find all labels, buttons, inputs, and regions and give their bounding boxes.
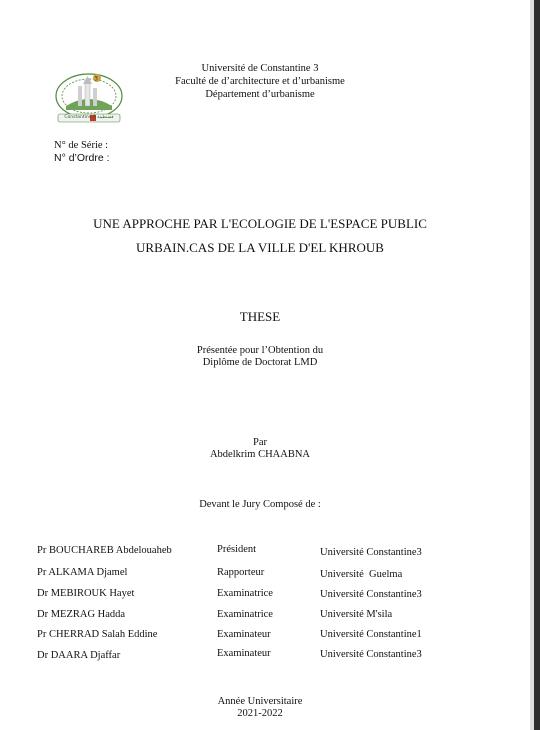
jury-member-name: Dr MEBIROUK Hayet — [37, 588, 135, 599]
jury-member-role: Examinatrice — [217, 609, 273, 620]
by-label: Par — [253, 437, 267, 448]
thesis-title — [60, 212, 460, 260]
jury-member-role: Président — [217, 544, 257, 555]
academic-year: 2021-2022 — [237, 708, 283, 719]
jury-member-role: Rapporteur — [217, 567, 265, 578]
jury-member-institution: Université M'sila — [320, 609, 393, 620]
jury-member-name: Pr CHERRAD Salah Eddine — [37, 629, 158, 640]
degree-statement — [150, 345, 370, 369]
jury-member-name: Pr ALKAMA Djamel — [37, 567, 128, 578]
faculty-name: Faculté de d’architecture et d’urbanisme — [175, 76, 345, 87]
university-header — [150, 62, 370, 101]
page-edge — [534, 0, 540, 730]
order-number-label: N° d’Ordre : — [54, 152, 110, 164]
jury-member-institution: Université Constantine1 — [320, 629, 422, 640]
jury-member-institution: Université Constantine3 — [320, 649, 422, 660]
svg-text:3: 3 — [94, 75, 98, 83]
thesis-title-line-1: UNE APPROCHE PAR L'ECOLOGIE DE L'ESPACE PUBLIC — [93, 216, 427, 231]
jury-member-name: Pr BOUCHAREB Abdelouaheb — [37, 545, 172, 556]
university-name: Université de Constantine 3 — [201, 63, 319, 74]
author-block — [150, 437, 370, 461]
academic-year-label: Année Universitaire — [217, 696, 303, 707]
jury-member-name: Dr DAARA Djaffar — [37, 650, 121, 661]
logo-caption: Constantine 3 قسنطينة — [64, 115, 114, 120]
university-logo — [52, 70, 126, 126]
thesis-title-line-2: URBAIN.CAS DE LA VILLE D'EL KHROUB — [136, 240, 384, 255]
serial-number-label: N° de Série : — [54, 140, 109, 151]
jury-intro: Devant le Jury Composé de : — [199, 499, 321, 510]
jury-member-role: Examinateur — [217, 648, 271, 659]
author-name: Abdelkrim CHAABNA — [209, 449, 311, 460]
academic-year-block — [150, 696, 370, 720]
jury-member-role: Examinateur — [217, 629, 271, 640]
jury-member-institution: Université Constantine3 — [320, 589, 422, 600]
department-name: Département d’urbanisme — [205, 89, 315, 100]
jury-member-institution: Université Constantine3 — [320, 547, 422, 558]
jury-member-role: Examinatrice — [217, 588, 273, 599]
jury-member-institution: Université Guelma — [320, 569, 403, 580]
degree-statement-line-1: Présentée pour l’Obtention du — [196, 345, 324, 356]
jury-member-name: Dr MEZRAG Hadda — [37, 609, 126, 620]
degree-statement-line-2: Diplôme de Doctorat LMD — [202, 357, 318, 368]
document-type: THESE — [239, 309, 281, 324]
